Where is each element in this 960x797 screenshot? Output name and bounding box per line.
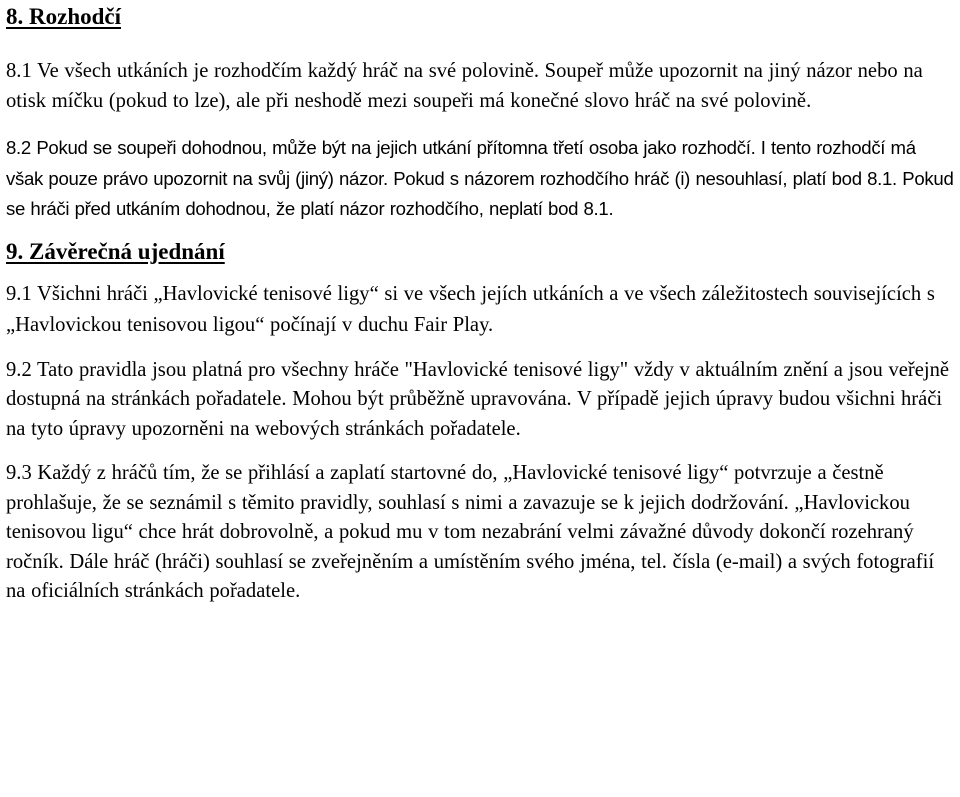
paragraph-8-1: 8.1 Ve všech utkáních je rozhodčím každý hráč na své polovině. Soupeř může upozornit na jiný názor nebo na otisk míčku (pokud to lze), ale při neshodě mezi soupeři má konečné slovo hráč na své polovině.	[6, 60, 923, 112]
section-8-heading: 8. Rozhodčí	[6, 4, 121, 29]
section-9-heading: 9. Závěrečná ujednání	[6, 238, 225, 264]
document-page	[6, 0, 956, 607]
paragraph-8-2: 8.2 Pokud se soupeři dohodnou, může být na jejich utkání přítomna třetí osoba jako rozhodčí. I tento rozhodčí má však pouze právo upozornit na svůj (jiný) názor. Pokud s názorem rozhodčího hráč (i) nesouhlasí, platí bod 8.1. Pokud se hráči před utkáním dohodnou, že platí názor rozhodčího, neplatí bod 8.1.	[6, 137, 954, 219]
paragraph-9-1: 9.1 Všichni hráči „Havlovické tenisové ligy“ si ve všech jejích utkáních a ve všech záležitostech souvisejících s „Havlovickou tenisovou ligou“ počínají v duchu Fair Play.	[6, 282, 935, 336]
paragraph-9-2: 9.2 Tato pravidla jsou platná pro všechny hráče "Havlovické tenisové ligy" vždy v aktuálním znění a jsou veřejně dostupná na stránkách pořadatele. Mohou být průběžně upravována. V případě jejich úpravy budou všichni hráči na tyto úpravy upozorněni na webových stránkách pořadatele.	[6, 358, 950, 440]
paragraph-9-3: 9.3 Každý z hráčů tím, že se přihlásí a zaplatí startovné do, „Havlovické tenisové ligy“ potvrzuje a čestně prohlašuje, že se seznámil s těmito pravidly, souhlasí s nimi a zavazuje se k jejich dodržování. „Havlovickou tenisovou ligu“ chce hrát dobrovolně, a pokud mu v tom nezabrání velmi závažné důvody dokončí rozehraný ročník. Dále hráč (hráči) souhlasí se zveřejněním a umístěním svého jména, tel. čísla (e-mail) a svých fotografií na oficiálních stránkách pořadatele.	[6, 462, 935, 602]
